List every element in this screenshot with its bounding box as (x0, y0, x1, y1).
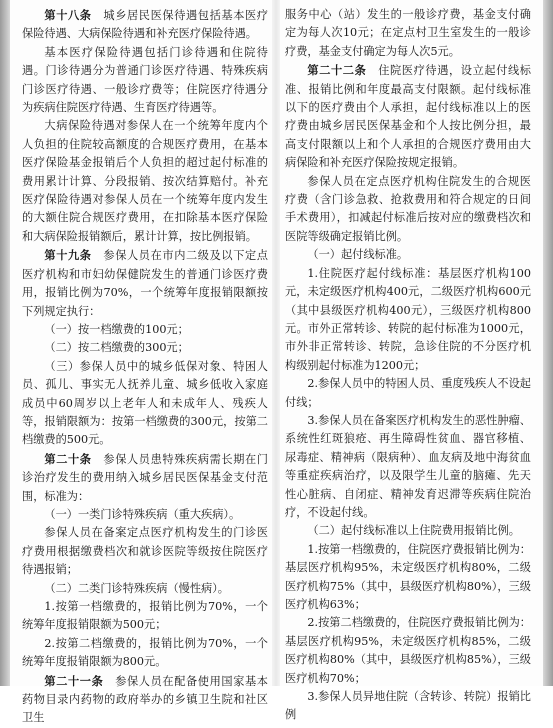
paragraph-text: 服务中心（站）发生的一般诊疗费，基金支付确定为每人次10元；在定点村卫生室发生的一般诊疗费，基金支付确定为每人次5元。 (285, 8, 531, 58)
paragraph-text: 3.参保人员在备案医疗机构发生的恶性肿瘤、系统性红斑狼疮、再生障碍性贫血、器官移植、尿毒症、精神病（限病种）、血友病及地中海贫血等重症疾病治疗，以及限学生儿童的脑瘫、先天性心脏病、自闭症、精神发育迟滞等疾病住院治疗，不设起付线。 (285, 413, 531, 519)
paragraph (285, 412, 531, 522)
paragraph (285, 173, 531, 247)
page-left-edge (0, 0, 10, 686)
paragraph-text: 参保人员在定点医疗机构住院发生的合规医疗费（含门诊急救、抢救费用和符合规定的日间手术费用），扣减起付标准后按对应的缴费档次和医院等级确定报销比例。 (285, 174, 531, 243)
paragraph (22, 580, 268, 598)
paragraph-text: 基本医疗保险待遇包括门诊待遇和住院待遇。门诊待遇分为普通门诊医疗待遇、特殊疾病门诊医疗待遇、一般诊疗费等；住院医疗待遇分为疾病住院医疗待遇、生育医疗待遇等。 (22, 45, 268, 115)
paragraph (22, 506, 268, 524)
paragraph-text: 1.按第一档缴费的，报销比例为70%，一个统筹年度报销限额为500元； (22, 600, 268, 632)
page-right-edge (543, 0, 553, 686)
paragraph (285, 522, 531, 540)
paragraph (22, 524, 268, 579)
right-column (285, 6, 531, 725)
paragraph (22, 598, 268, 635)
paragraph-text: 参保人员患特殊疾病需长期在门诊治疗发生的费用纳入城乡居民医保基金支付范围，标准为： (22, 452, 268, 503)
paragraph (22, 635, 268, 672)
paragraph (285, 614, 531, 688)
paragraph (22, 6, 268, 44)
paragraph (285, 541, 531, 615)
paragraph (22, 321, 268, 339)
paragraph (285, 6, 531, 61)
paragraph (22, 117, 268, 246)
paragraph-text: （二）起付线标准以上住院费用报销比例。 (307, 524, 520, 538)
paragraph (22, 339, 268, 357)
article-heading: 第二十二条 (307, 63, 367, 78)
paragraph (22, 358, 268, 450)
paragraph (285, 61, 531, 172)
paragraph-text: 3.参保人员异地住院（含转诊、转院）报销比例 (285, 690, 531, 722)
paragraph-text: （一）起付线标准。 (307, 248, 409, 262)
paragraph (285, 265, 531, 375)
paragraph (285, 246, 531, 264)
paragraph-text: 住院医疗待遇，设立起付线标准、报销比例和年度最高支付限额。起付线标准以下的医疗费由个人承担，起付线标准以上的医疗费由城乡居民医保基金和个人按比例分担，最高支付限额以上和个人承担的合规医疗费用由大病保险和补充医疗保险按规定报销。 (285, 64, 531, 170)
column-gutter (272, 0, 280, 686)
paragraph (22, 672, 268, 728)
paragraph-text: 城乡居民医保待遇包括基本医疗保险待遇、大病保险待遇和补充医疗保险待遇。 (22, 9, 268, 41)
paragraph-text: 2.按第二档缴费的，住院医疗费报销比例为：基层医疗机构95%，未定级医疗机构85%，二级医疗机构80%（其中，县级医疗机构85%），三级医疗机构70%； (285, 616, 531, 685)
paragraph-text: 参保人员在备案定点医疗机构发生的门诊医疗费用根据缴费档次和就诊医院等级按住院医疗待遇报销； (22, 526, 268, 577)
paragraph (22, 44, 268, 118)
paragraph-text: （三）参保人员中的城乡低保对象、特困人员、孤儿、事实无人抚养儿童、城乡低收入家庭成员中60周岁以上老年人和未成年人、残疾人等，报销限额为：按第一档缴费的300元，按第二档缴费的500元。 (22, 359, 268, 447)
article-heading: 第十八条 (44, 8, 92, 22)
paragraph (22, 450, 268, 506)
paragraph-text: 1.按第一档缴费的，住院医疗费报销比例为：基层医疗机构95%，未定级医疗机构80%，二级医疗机构75%（其中，县级医疗机构80%），三级医疗机构63%； (285, 542, 531, 611)
paragraph-text: （一）一类门诊特殊疾病（重大疾病）。 (44, 507, 241, 521)
left-column (22, 6, 268, 728)
paragraph-text: 大病保险待遇对参保人在一个统筹年度内个人负担的住院较高额度的合规医疗费用，在基本医疗保险基金报销后个人负担的超过起付标准的费用累计计算、分段报销、按次结算赔付。补充医疗保险待遇对参保人员在一个统筹年度内发生的大额住院合规医疗费用，在扣除基本医疗保险和大病保险报销额后，累计计算，按比例报销。 (22, 119, 268, 243)
paragraph-text: 参保人员在配备使用国家基本药物目录内药物的政府举办的乡镇卫生院和社区卫生 (22, 674, 268, 725)
paragraph (285, 375, 531, 412)
paragraph-text: （二）二类门诊特殊疾病（慢性病）。 (44, 581, 229, 595)
paragraph-text: （二）按二档缴费的300元； (44, 341, 189, 355)
paragraph-text: 参保人员在市内二级及以下定点医疗机构和市妇幼保健院发生的普通门诊医疗费用，报销比例为70%，一个统筹年度报销限额按下列规定执行： (22, 249, 268, 318)
paragraph-text: （一）按一档缴费的100元； (44, 322, 189, 336)
paragraph (22, 246, 268, 321)
paragraph-text: 2.按第二档缴费的，报销比例为70%，一个统筹年度报销限额为800元。 (22, 636, 268, 669)
article-heading: 第十九条 (44, 248, 92, 263)
article-heading: 第二十条 (44, 451, 92, 466)
article-heading: 第二十一条 (44, 673, 104, 688)
paragraph (285, 688, 531, 725)
paragraph-text: 2.参保人员中的特困人员、重度残疾人不设起付线； (285, 377, 531, 409)
paragraph-text: 1.住院医疗起付线标准：基层医疗机构100元，未定级医疗机构400元，二级医疗机构600元（其中县级医疗机构400元），三级医疗机构800元。市外正常转诊、转院的起付标准为1000元，市外非正常转诊、转院，急诊住院的不分医疗机构级别起付标准为1200元； (285, 266, 531, 372)
